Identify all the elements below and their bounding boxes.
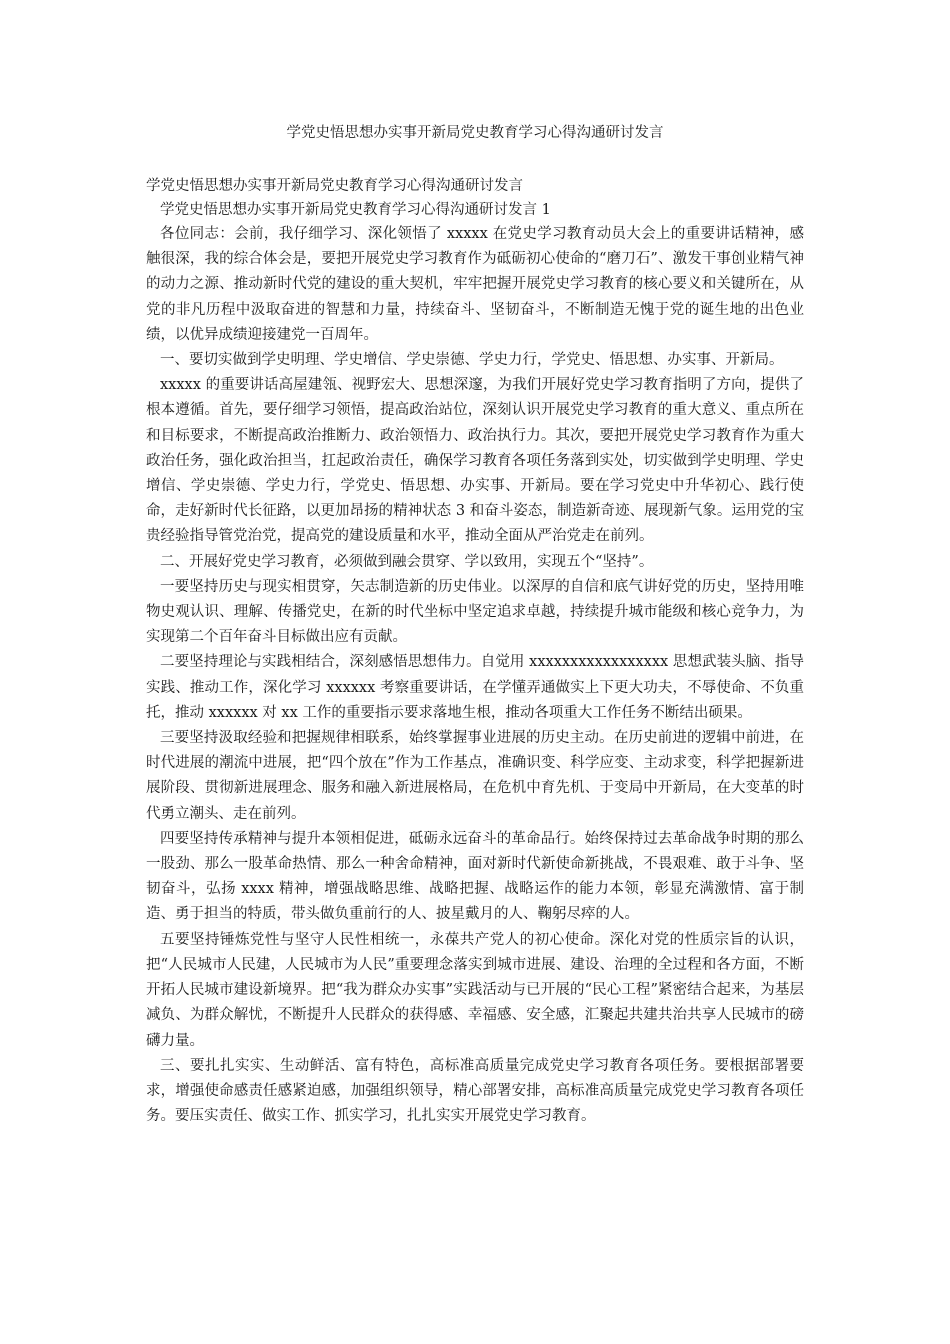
paragraph: 五要坚持锤炼党性与坚守人民性相统一，永葆共产党人的初心使命。深化对党的性质宗旨的认识，把“人民城市人民建，人民城市为人民”重要理念落实到城市进展、建设、治理的全过程和各方面，不断开拓人民城市建设新境界。把“我为群众办实事”实践活动与已开展的“民心工程”紧密结合起来，为基层减负、为群众解忧，不断提升人民群众的获得感、幸福感、安全感，汇聚起共建共治共享人民城市的磅礴力量。: [146, 931, 804, 1049]
paragraph: 三要坚持汲取经验和把握规律相联系，始终掌握事业进展的历史主动。在历史前进的逻辑中前进，在时代进展的潮流中进展，把“四个放在”作为工作基点，准确识变、科学应变、主动求变，科学把握新进展阶段、贯彻新进展理念、服务和融入新进展格局，在危机中育先机、于变局中开新局，在大变革的时代勇立潮头、走在前列。: [146, 730, 804, 822]
paragraph: 一要坚持历史与现实相贯穿，矢志制造新的历史伟业。以深厚的自信和底气讲好党的历史，坚持用唯物史观认识、理解、传播党史，在新的时代坐标中坚定追求卓越，持续提升城市能级和核心竞争力，为实现第二个百年奋斗目标做出应有贡献。: [146, 578, 804, 646]
paragraph: 二、开展好党史学习教育，必须做到融会贯穿、学以致用，实现五个“坚持”。: [160, 553, 654, 570]
paragraph: 三、要扎扎实实、生动鲜活、富有特色，高标准高质量完成党史学习教育各项任务。要根据部署要求，增强使命感责任感紧迫感，加强组织领导，精心部署安排，高标准高质量完成党史学习教育各项任务。要压实责任、做实工作、抓实学习，扎扎实实开展党史学习教育。: [146, 1057, 804, 1125]
paragraph: 各位同志：会前，我仔细学习、深化领悟了 xxxxx 在党史学习教育动员大会上的重要讲话精神，感触很深，我的综合体会是，要把开展党史学习教育作为砥砺初心使命的“磨刀石”、激发干事创业精气神的动力之源、推动新时代党的建设的重大契机，牢牢把握开展党史学习教育的核心要义和关键所在，从党的非凡历程中汲取奋进的智慧和力量，持续奋斗、坚韧奋斗，不断制造无愧于党的诞生地的出色业绩，以优异成绩迎接建党一百周年。: [146, 226, 804, 343]
document-title: 学党史悟思想办实事开新局党史教育学习心得沟通研讨发言: [286, 125, 664, 141]
document-page: [146, 122, 804, 1129]
document-body: [146, 222, 804, 1129]
paragraph: 四要坚持传承精神与提升本领相促进，砥砺永远奋斗的革命品行。始终保持过去革命战争时期的那么一股劲、那么一股革命热情、那么一种舍命精神，面对新时代新使命新挑战，不畏艰难、敢于斗争、坚韧奋斗，弘扬 xxxx 精神，增强战略思维、战略把握、战略运作的能力本领，彰显充满激情、富于制造、勇于担当的特质，带头做负重前行的人、披星戴月的人、鞠躬尽瘁的人。: [146, 830, 804, 923]
document-subtitle-numbered: 学党史悟思想办实事开新局党史教育学习心得沟通研讨发言 1: [160, 202, 551, 218]
paragraph: 二要坚持理论与实践相结合，深刻感悟思想伟力。自觉用 xxxxxxxxxxxxxxxxx 思想武装头脑、指导实践、推动工作，深化学习 xxxxxx 考察重要讲话，在学懂弄通做实上下更大功夫，不辱使命、不负重托，推动 xxxxxx 对 xx 工作的重要指示要求落地生根，推动各项重大工作任务不断结出硕果。: [146, 654, 804, 721]
paragraph: xxxxx 的重要讲话高屋建瓴、视野宏大、思想深邃，为我们开展好党史学习教育指明了方向，提供了根本遵循。首先，要仔细学习领悟，提高政治站位，深刻认识开展党史学习教育的重大意义、重点所在和目标要求，不断提高政治推断力、政治领悟力、政治执行力。其次，要把开展党史学习教育作为重大政治任务，强化政治担当，扛起政治责任，确保学习教育各项任务落到实处，切实做到学史明理、学史增信、学史崇德、学史力行，学党史、悟思想、办实事、开新局。要在学习党史中升华初心、践行使命，走好新时代长征路，以更加昂扬的精神状态 3 和奋斗姿态，制造新奇迹、展现新气象。运用党的宝贵经验指导管党治党，提高党的建设质量和水平，推动全面从严治党走在前列。: [146, 377, 804, 545]
document-subtitle: 学党史悟思想办实事开新局党史教育学习心得沟通研讨发言: [146, 178, 523, 194]
paragraph: 一、要切实做到学史明理、学史增信、学史崇德、学史力行，学党史、悟思想、办实事、开新局。: [160, 352, 784, 369]
